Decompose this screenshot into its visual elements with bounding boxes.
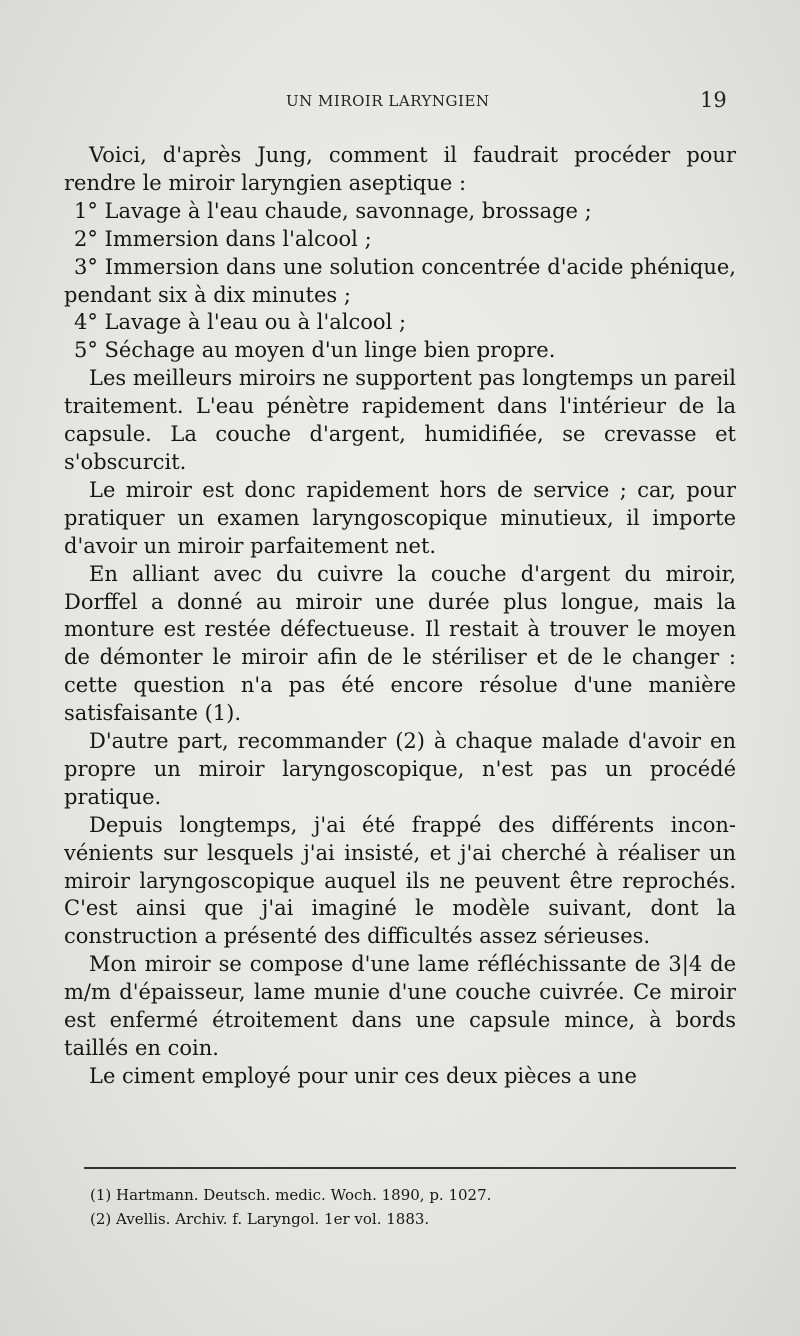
page-number: 19 [700, 88, 727, 112]
paragraph-cement: Le ciment employé pour unir ces deux pièces a une [89, 1063, 637, 1088]
running-title: UN MIROIR LARYNGIEN [286, 92, 490, 110]
list-item-4: 4° Lavage à l'eau ou à l'alcool ; [74, 310, 407, 335]
body-text [64, 142, 736, 1091]
paragraph-inconvenients: Depuis longtemps, j'ai été frappé des différents inconvénients sur lesquels j'ai insisté, et j'ai cherché à réaliser un miroir laryngoscopique auquel ils ne peuvent être reprochés. C'est ainsi que j'ai imaginé le modèle suivant, dont la construction a présenté des difficultés assez sérieuses. [64, 812, 736, 949]
footnote-1: (1) Hartmann. Deutsch. medic. Woch. 1890, p. 1027. [90, 1186, 492, 1204]
list-item-1: 1° Lavage à l'eau chaude, savonnage, brossage ; [74, 198, 592, 223]
footnotes [90, 1183, 730, 1231]
paragraph-mirror: Mon miroir se compose d'une lame réfléchissante de 3|4 de m/m d'épaisseur, lame munie d'une couche cuivrée. Ce miroir est enfermé étroitement dans une capsule mince, à bords taillés en coin. [64, 952, 736, 1060]
list-item-5: 5° Séchage au moyen d'un linge bien propre. [74, 338, 556, 363]
paragraph-treatment: Les meilleurs miroirs ne supportent pas longtemps un pareil traitement. L'eau pénètre rapidement dans l'intérieur de la capsule. La couche d'argent, humidifiée, se crevasse et s'obscurcit. [64, 366, 736, 474]
list-item-3: 3° Immersion dans une solution concentrée d'acide phénique, pendant six à dix minutes ; [64, 254, 736, 307]
list-item-2: 2° Immersion dans l'alcool ; [74, 226, 372, 251]
paragraph-recommend: D'autre part, recommander (2) à chaque malade d'avoir en propre un miroir laryngoscopique, n'est pas un procédé pratique. [64, 729, 736, 809]
paragraph-dorffel: En alliant avec du cuivre la couche d'argent du miroir, Dorffel a donné au miroir une durée plus longue, mais la monture est restée défectueuse. Il restait à trouver le moyen de démonter le miroir afin de le stériliser et de le changer : cette question n'a pas été encore résolue d'une manière satisfaisante (1). [64, 561, 736, 726]
footnote-rule [84, 1167, 736, 1169]
footnote-2: (2) Avellis. Archiv. f. Laryngol. 1er vol. 1883. [90, 1210, 430, 1228]
paragraph-intro: Voici, d'après Jung, comment il faudrait procéder pour rendre le miroir laryngien aseptique : [64, 143, 736, 195]
paragraph-service: Le miroir est donc rapidement hors de service ; car, pour pratiquer un examen laryngoscopique minutieux, il importe d'avoir un miroir parfaitement net. [64, 477, 736, 558]
